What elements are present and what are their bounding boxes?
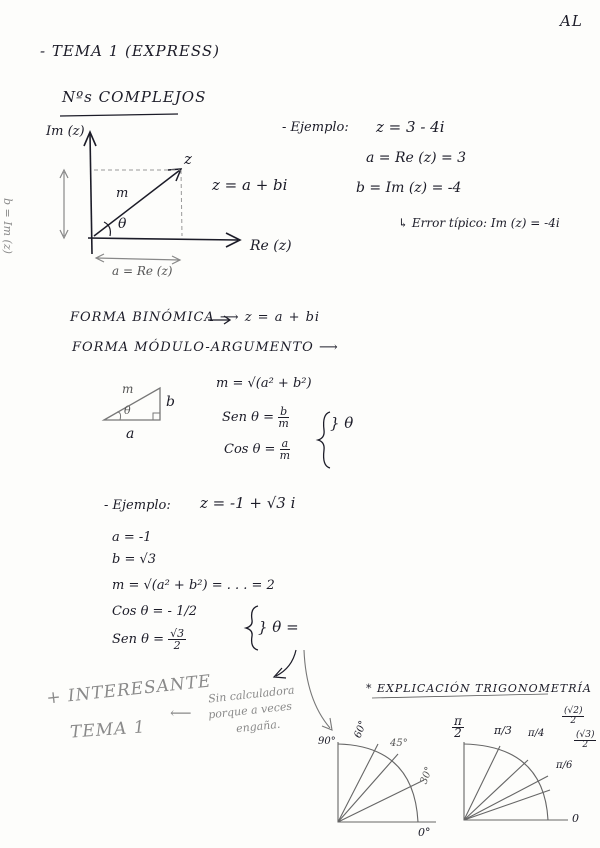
rad-pi2-numerator: π [454, 714, 462, 728]
example2-b: b = √3 [112, 552, 157, 567]
modulus-label: m [116, 186, 129, 201]
example2-sen-numerator: √3 [170, 627, 185, 640]
example2-m: m = √(a² + b²) = . . . = 2 [112, 578, 275, 593]
interesting-note-2: porque a veces [207, 699, 293, 722]
cos-formula-left: Cos θ = [224, 442, 276, 457]
example2-cos: Cos θ = - 1/2 [112, 604, 198, 619]
rad-pi4-label: π/4 [528, 728, 545, 739]
example2-brace [246, 606, 258, 650]
a-rez-label: a = Re (z) [112, 264, 173, 278]
cos-numerator: a [281, 437, 289, 450]
rad-sqrt2-fraction [562, 707, 584, 726]
example1-z: z = 3 - 4i [376, 118, 445, 136]
interesting-note-3: engaña. [235, 717, 281, 736]
triangle-adj-label: a [126, 426, 135, 442]
sen-formula [222, 406, 289, 429]
formula-brace [318, 412, 330, 468]
example1-b: b = Im (z) = -4 [356, 180, 462, 196]
interesting-topic: TEMA 1 [69, 717, 147, 743]
example2-sen-fraction [168, 628, 186, 651]
rad-sqrt3-fraction [574, 731, 596, 750]
author-initials: AL [560, 12, 583, 30]
modulus-formula: m = √(a² + b²) [216, 376, 312, 391]
rad-pi6-label: π/6 [556, 760, 573, 771]
deg-45-label: 45° [390, 738, 408, 749]
z-vector [94, 170, 180, 236]
page-title: - TEMA 1 (EXPRESS) [40, 42, 221, 60]
rad-sqrt2-label [562, 706, 584, 726]
b-imz-label: b = Im (z) [1, 198, 14, 254]
example1-label: - Ejemplo: [282, 120, 349, 135]
trig-title: * EXPLICACIÓN TRIGONOMETRÍA [366, 682, 592, 695]
radians-quarter-circle [464, 742, 568, 820]
deg-30-label: 30° [418, 765, 436, 786]
deg-60-label: 60° [352, 719, 370, 740]
rad-zero-label: 0 [572, 812, 579, 825]
triangle-hyp-label: m [122, 382, 134, 396]
example2-sen-left: Sen θ = [112, 632, 164, 647]
interesting-title: + INTERESANTE [45, 671, 213, 709]
rad-sqrt3-label [574, 730, 596, 750]
rad-pi3-label: π/3 [494, 724, 512, 737]
formula-theta: } θ [330, 414, 354, 432]
polar-form: FORMA MÓDULO-ARGUMENTO ⟶ [72, 340, 339, 355]
interesting-note-1: Sin calculadora [207, 683, 296, 706]
angle-label: θ [118, 216, 127, 232]
point-z-label: z [184, 150, 192, 168]
a-measure [96, 258, 180, 260]
sen-numerator: b [280, 405, 288, 418]
example1-a: a = Re (z) = 3 [366, 150, 467, 166]
sen-formula-left: Sen θ = [222, 410, 274, 425]
projection-vertical [181, 170, 182, 236]
deg-0-label: 0° [418, 826, 431, 839]
cos-fraction [280, 438, 291, 461]
example2-theta: } θ = [258, 618, 299, 636]
rad-sqrt3-numerator: (√3) [576, 730, 595, 740]
rad-sqrt2-denominator: 2 [570, 716, 577, 726]
rad-pi2-label [452, 716, 464, 739]
triangle-angle-label: θ [124, 404, 131, 417]
theta-arrow-long [304, 650, 330, 728]
cos-denominator: m [279, 449, 291, 462]
triangle-opp-label: b [166, 394, 175, 410]
deg-90-label: 90° [318, 736, 336, 747]
cos-formula [224, 438, 290, 461]
example2-a: a = -1 [112, 530, 152, 545]
example1-error-note: ↳ Error típico: Im (z) = -4i [398, 216, 560, 230]
rad-pi2-denominator: 2 [454, 726, 462, 740]
interesting-arrow: ⟵ [170, 704, 192, 722]
section-underline [60, 114, 178, 116]
binomial-form: FORMA BINÓMICA ⟶ z = a + bi [70, 310, 321, 325]
rad-sqrt3-denominator: 2 [582, 740, 589, 750]
example2-z: z = -1 + √3 i [200, 494, 296, 512]
im-axis-label: Im (z) [46, 124, 85, 139]
re-axis-line [88, 238, 238, 240]
section-title: Nºs COMPLEJOS [62, 88, 207, 106]
example2-sen [112, 628, 186, 651]
binomial-expression: z = a + bi [212, 176, 288, 194]
example2-label: - Ejemplo: [104, 498, 171, 513]
sen-fraction [278, 406, 289, 429]
sen-denominator: m [278, 417, 289, 430]
rad-sqrt2-numerator: (√2) [564, 706, 583, 716]
im-axis-line [90, 134, 92, 254]
example2-sen-denominator: 2 [173, 639, 181, 652]
re-axis-label: Re (z) [250, 238, 292, 254]
rad-pi2-fraction [452, 716, 464, 739]
